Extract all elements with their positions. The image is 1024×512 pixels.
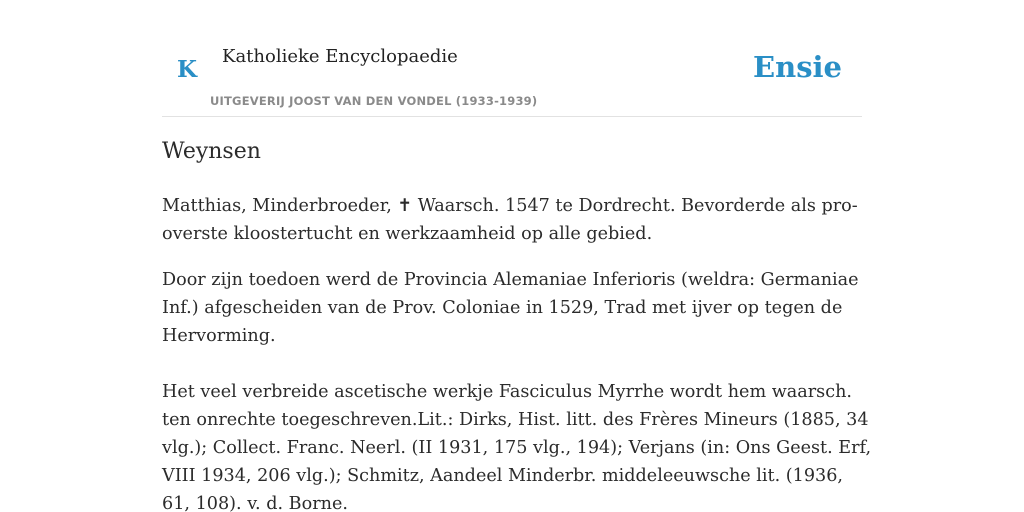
article-body xyxy=(162,192,874,512)
logo-icon[interactable]: K xyxy=(177,56,197,83)
article-paragraph: Het veel verbreide ascetische werkje Fasciculus Myrrhe wordt hem waarsch. ten onrechte toegeschreven.Lit.: Dirks, Hist. litt. des Frères Mineurs (1885, 34 vlg.); Collect. Franc. Neerl. (II 1931, 175 vlg., 194); Verjans (in: Ons Geest. Erf, VIII 1934, 206 vlg.); Schmitz, Aandeel Minderbr. middeleeuwsche lit. (1936, 61, 108). v. d. Borne. xyxy=(162,382,872,512)
site-header xyxy=(162,36,862,117)
brand-logo[interactable]: Ensie xyxy=(753,50,842,84)
site-subtitle: UITGEVERIJ JOOST VAN DEN VONDEL (1933-1939) xyxy=(210,94,538,108)
site-title[interactable]: Katholieke Encyclopaedie xyxy=(222,46,458,67)
page-title: Weynsen xyxy=(162,139,261,164)
article-paragraph: Door zijn toedoen werd de Provincia Alemaniae Inferioris (weldra: Germaniae Inf.) afgescheiden van de Prov. Coloniae in 1529, Trad met ijver op tegen de Hervorming. xyxy=(162,270,859,346)
article-paragraph: Matthias, Minderbroeder, ✝ Waarsch. 1547 te Dordrecht. Bevorderde als pro-overste kloostertucht en werkzaamheid op alle gebied. xyxy=(162,196,858,244)
